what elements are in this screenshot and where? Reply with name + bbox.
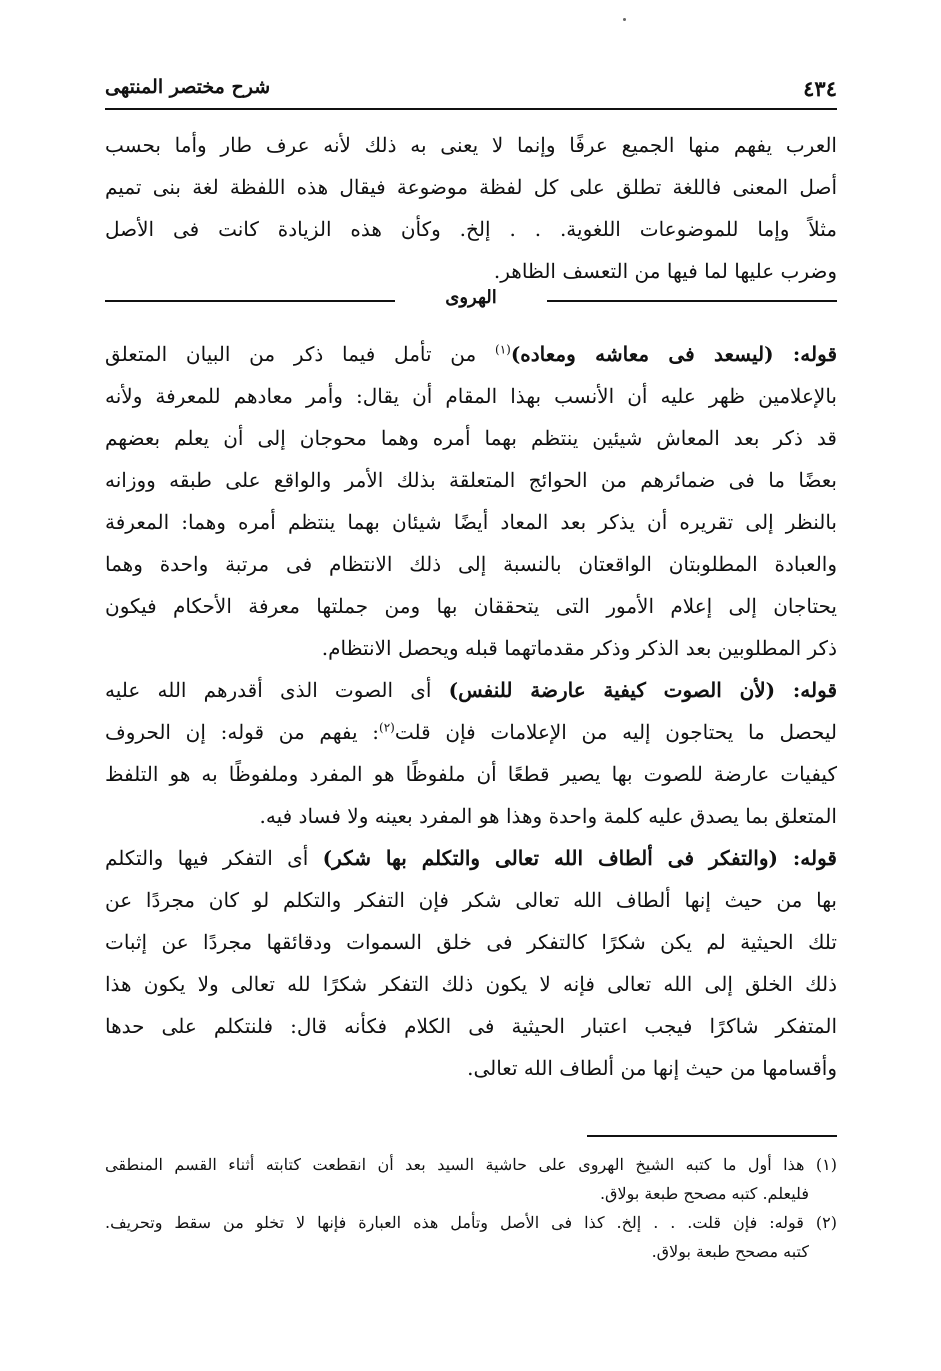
quoted-lemma: قوله: (والتفكر فى ألطاف الله تعالى والتكلم بها شكر) (322, 846, 837, 870)
text-line: العرب يفهم منها الجميع عرفًا وإنما لا يعنى به ذلك لأنه عرف طار وأما بحسب (105, 133, 837, 157)
section-divider (105, 285, 837, 315)
text-line: بالنظر إلى تقريره أن يذكر بعد المعاد أيضًا شيئان بهما ينتظم أمره وهما: المعرفة (105, 510, 837, 534)
line-part: ليحصل ما يحتاجون إليه من الإعلامات فإن قلت (394, 720, 837, 744)
paragraph-first-line (105, 333, 837, 375)
footnote-ref: (٢) (379, 720, 395, 735)
footnote-1-line-1: (١) هذا أول ما كتبه الشيخ الهروى على حاشية السيد بعد أن انقطعت كتابته أثناء القسم المنطقى (105, 1155, 837, 1174)
paragraph-first-line (105, 837, 837, 879)
footnote-2-line-1: (٢) قوله: فإن قلت. . . إلخ. كذا فى الأصل وتأمل هذه العبارة فإنها لا تخلو من سقط وتحريف. (105, 1213, 837, 1232)
running-title: شرح مختصر المنتهى (105, 76, 271, 98)
speck-mark (623, 18, 626, 21)
text-line: ذلك الخلق إلى الله تعالى فإنه لا يكون ذلك التفكر شكرًا لله تعالى ولا يكون هذا (105, 972, 837, 996)
header-rule (105, 108, 837, 110)
line-rest: من تأمل فيما ذكر من البيان المتعلق (105, 342, 495, 366)
text-line (105, 711, 837, 753)
text-line: يحتاجان إلى إعلام الأمور التى يتحققان بها ومن جملتها معرفة الأحكام فيكون (105, 594, 837, 618)
text-line: وأقسامها من حيث إنها من ألطاف الله تعالى. (467, 1056, 837, 1080)
quoted-lemma: قوله: (ليسعد فى معاشه ومعاده) (510, 342, 838, 366)
footnote-ref: (١) (495, 342, 511, 357)
text-line: تلك الحيثية لم يكن شكرًا كالتفكر فى خلق السموات ودقائقها مجردًا عن إثبات (105, 930, 837, 954)
paragraph-first-line (105, 669, 837, 711)
commentary-body (105, 333, 837, 1089)
quoted-lemma: قوله: (لأن الصوت كيفية عارضة للنفس) (448, 678, 838, 702)
footnote-rule (587, 1135, 837, 1137)
line-rest: أى الصوت الذى أقدرهم الله عليه (105, 678, 449, 702)
footnotes (105, 1150, 837, 1266)
running-header (105, 76, 837, 106)
footnote-1-line-2: فليعلم. كتبه مصحح طبعة بولاق. (599, 1184, 809, 1203)
line-part: : يفهم من قوله: إن الحروف (105, 720, 380, 744)
text-line: والعبادة المطلوبتان الواقعتان بالنسبة إلى ذلك الانتظام فى مرتبة واحدة وهما (105, 552, 837, 576)
top-paragraph (105, 124, 837, 292)
text-line: بعضًا ما فى ضمائرهم من الحوائج المتعلقة بذلك الأمر والواقع على طبقه ووزانه (105, 468, 837, 492)
text-line: المتعلق بما يصدق عليه كلمة واحدة وهذا هو المفرد بعينه ولا فساد فيه. (259, 804, 837, 828)
text-line: مثلاً وإما للموضوعات اللغوية. . . إلخ. وكأن هذه الزيادة كانت فى الأصل (105, 217, 837, 241)
text-line: أصل المعنى فاللغة تطلق على كل لفظة موضوعة فيقال هذه اللفظة لغة بنى تميم (105, 175, 837, 199)
text-line: كيفيات عارضة للصوت بها يصير قطعًا أن ملفوظًا هو المفرد وملفوظًا به هو التلفظ (105, 762, 837, 786)
page-number: ٤٣٤ (803, 76, 837, 101)
section-title: الهروى (445, 287, 497, 308)
text-line: وضرب عليها لما فيها من التعسف الظاهر. (493, 259, 837, 283)
text-line: قد ذكر بعد المعاش شيئين ينتظم بهما أمره وهما محوجان إلى أن يعلم بعضهم (105, 426, 837, 450)
line-rest: أى التفكر فيها والتكلم (105, 846, 323, 870)
text-line: المتفكر شاكرًا فيجب اعتبار الحيثية فى الكلام فكأنه قال: فلنتكلم على حدها (105, 1014, 837, 1038)
footnote-2-line-2: كتبه مصحح طبعة بولاق. (651, 1242, 809, 1261)
text-line: بالإعلامين ظهر عليه أن الأنسب بهذا المقام أن يقال: وأمر معادهم للمعرفة ولأنه (105, 384, 837, 408)
text-line: بها من حيث إنها ألطاف الله تعالى شكر فإن التفكر والتكلم لو كان مجردًا عن (105, 888, 837, 912)
divider-rule-left (105, 300, 395, 302)
text-line: ذكر المطلوبين بعد الذكر وذكر مقدماتهما قبله ويحصل الانتظام. (321, 636, 837, 660)
